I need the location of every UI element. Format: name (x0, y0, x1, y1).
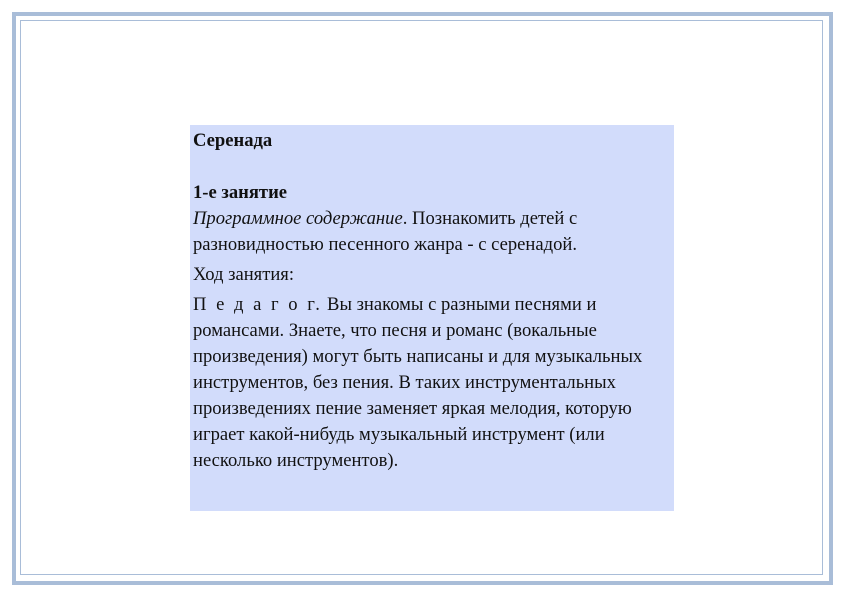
teacher-label: П е д а г о г. (193, 294, 323, 315)
program-text: . Познакомить детей с разновидностью песенного жанра - с серенадой. (193, 208, 578, 255)
program-label: Программное содержание (193, 208, 403, 229)
document-title: Серенада (193, 130, 273, 151)
lesson-text-box (190, 125, 674, 511)
blank-line (193, 154, 671, 180)
lesson-heading: 1-е занятие (193, 182, 288, 203)
teacher-text: Вы знакомы с разными песнями и романсами. Знаете, что песня и романс (вокальные произведения) могут быть написаны и для музыкальных инструментов, без пения. В таких инструментальных произведениях пение заменяет яркая мелодия, которую играет какой-нибудь музыкальный инструмент (или несколько инструментов). (193, 294, 643, 471)
program-paragraph (193, 206, 671, 258)
teacher-paragraph (193, 292, 671, 474)
course-heading: Ход занятия: (193, 264, 295, 285)
